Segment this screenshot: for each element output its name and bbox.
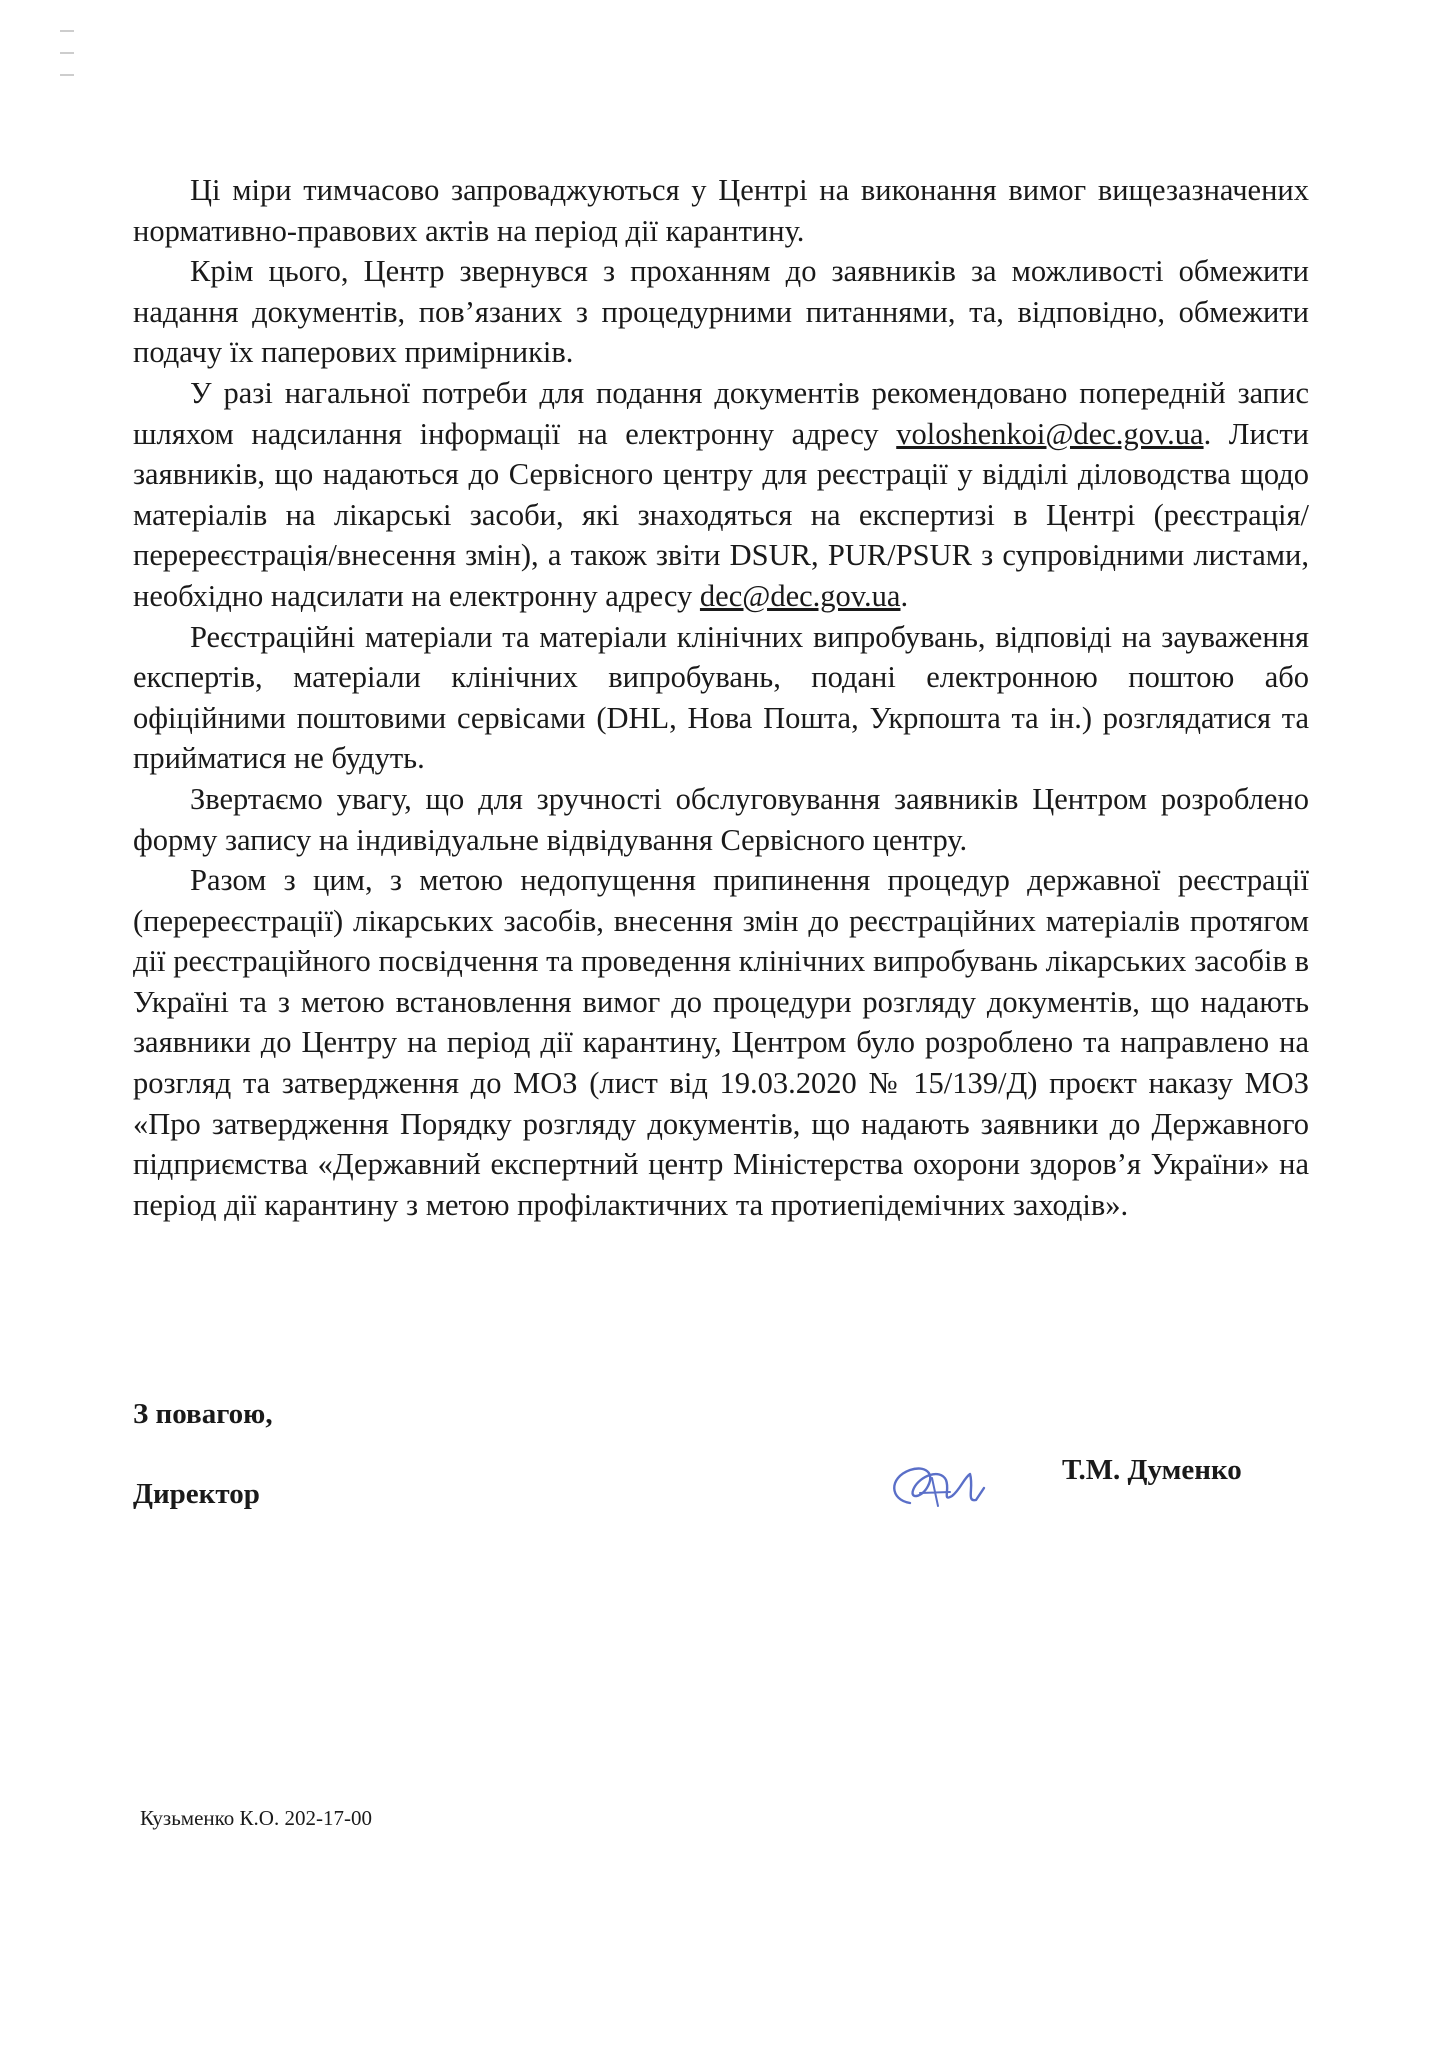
scan-mark — [60, 30, 74, 32]
signature-image — [880, 1448, 1000, 1518]
email-link-dec[interactable]: dec@dec.gov.ua — [699, 578, 901, 613]
paragraph-3 — [133, 373, 1309, 617]
scan-marks — [60, 30, 74, 96]
paragraph-2: Крім цього, Центр звернувся з проханням до заявників за можливості обмежити надання документів, пов’язаних з процедурними питаннями, та, відповідно, обмежити подачу їх паперових примірників. — [133, 254, 1309, 370]
paragraph-5: Звертаємо увагу, що для зручності обслуговування заявників Центром розроблено форму запису на індивідуальне відвідування Сервісного центру. — [133, 781, 1309, 857]
contact-person: Кузьменко К.О. 202-17-00 — [140, 1806, 372, 1830]
paragraph-6: Разом з цим, з метою недопущення припинення процедур державної реєстрації (перереєстрації) лікарських засобів, внесення змін до реєстраційних матеріалів протягом дії реєстраційного посвідчення та проведення клінічних випробувань лікарських засобів в Україні та з метою встановлення вимог до процедури розгляду документів, що надають заявники до Центру на період дії карантину, Центром було розроблено та направлено на розгляд та затвердження до МОЗ (лист від 19.03.2020 № 15/139/Д) проєкт наказу МОЗ «Про затвердження Порядку розгляду документів, що надають заявники до Державного підприємства «Державний експертний центр Міністерства охорони здоров’я України» на період дії карантину з метою профілактичних та протиепідемічних заходів». — [133, 863, 1309, 1222]
paragraph-3-part-1: У разі нагальної потреби для подання документів рекомендовано попередній запис шляхом надсилання інформації на електронну адресу — [133, 375, 1309, 451]
paragraph-4: Реєстраційні матеріали та матеріали клінічних випробувань, відповіді на зауваження експертів, матеріали клінічних випробувань, подані електронною поштою або офіційними поштовими сервісами (DHL, Нова Пошта, Укрпошта та ін.) розглядатися та прийматися не будуть. — [133, 619, 1309, 776]
letter-body — [133, 170, 1309, 1225]
signer-position: Директор — [133, 1478, 260, 1510]
email-link-voloshenkoi[interactable]: voloshenkoi@dec.gov.ua — [896, 416, 1204, 451]
scan-mark — [60, 74, 74, 76]
paragraph-1: Ці міри тимчасово запроваджуються у Центрі на виконання вимог вищезазначених нормативно-правових актів на період дії карантину. — [133, 173, 1309, 248]
scan-mark — [60, 52, 74, 54]
paragraph-3-part-2: . Листи заявників, що надаються до Сервісного центру для реєстрації у відділі діловодства щодо матеріалів на лікарські засоби, які знаходяться на експертизі в Центрі (реєстрація/перереєстрація/внесення змін), а також звіти DSUR, PUR/PSUR з супровідними листами, необхідно надсилати на електронну адресу — [133, 416, 1309, 613]
closing-phrase: З повагою, — [133, 1398, 273, 1430]
signer-name: Т.М. Думенко — [1062, 1454, 1242, 1486]
paragraph-3-part-3: . — [900, 578, 909, 613]
